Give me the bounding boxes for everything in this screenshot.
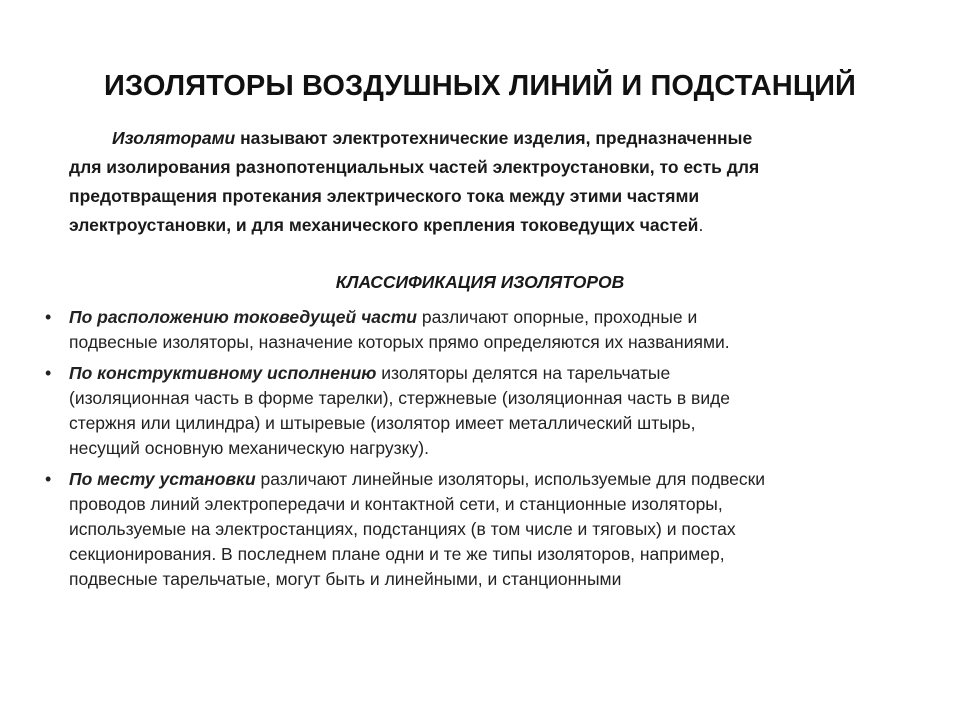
classification-heading: КЛАССИФИКАЦИЯ ИЗОЛЯТОРОВ [335, 272, 625, 292]
bullet-line-text: изоляторы делятся на тарельчатые [376, 363, 671, 383]
intro-line: для изолирования разнопотенциальных частей электроустановки, то есть для [69, 157, 760, 177]
bullet-line-text: различают линейные изоляторы, используемые для подвески [255, 469, 766, 489]
bullet-line [69, 305, 919, 330]
bullet-icon: • [45, 307, 52, 327]
intro-line-text: электроустановки, и для механического крепления токоведущих частей [69, 215, 699, 235]
bullet-line: используемые на электростанциях, подстанциях (в том числе и тяговых) и постах [69, 519, 736, 539]
bullet-line-text: различают опорные, проходные и [417, 307, 698, 327]
intro-line-text: называют электротехнические изделия, предназначенные [235, 128, 753, 148]
bullet-list [45, 305, 919, 598]
intro-line [69, 211, 909, 240]
bullet-line: секционирования. В последнем плане одни и те же типы изоляторов, например, [69, 544, 725, 564]
intro-end-mark: . [698, 215, 704, 235]
bullet-line [69, 467, 919, 492]
bullet-line: несущий основную механическую нагрузку). [69, 438, 429, 458]
bullet-line: подвесные тарельчатые, могут быть и линейными, и станционными [69, 569, 622, 589]
intro-paragraph [69, 124, 909, 240]
bullet-line: проводов линий электропередачи и контактной сети, и станционные изоляторы, [69, 494, 723, 514]
intro-line [69, 124, 909, 153]
bullet-item [45, 305, 919, 355]
bullet-line [69, 361, 919, 386]
bullet-icon: • [45, 469, 52, 489]
bullet-line: подвесные изоляторы, назначение которых прямо определяются их названиями. [69, 332, 730, 352]
bullet-item [45, 467, 919, 592]
bullet-icon: • [45, 363, 52, 383]
intro-term: Изоляторами [112, 128, 236, 148]
bullet-line: стержня или цилиндра) и штыревые (изолятор имеет металлический штырь, [69, 413, 696, 433]
bullet-lead: По месту установки [69, 469, 256, 489]
intro-line: предотвращения протекания электрического тока между этими частями [69, 186, 700, 206]
bullet-line: (изоляционная часть в форме тарелки), стержневые (изоляционная часть в виде [69, 388, 731, 408]
bullet-item [45, 361, 919, 461]
slide-title: ИЗОЛЯТОРЫ ВОЗДУШНЫХ ЛИНИЙ И ПОДСТАНЦИЙ [104, 70, 856, 102]
bullet-lead: По конструктивному исполнению [69, 363, 377, 383]
bullet-lead: По расположению токоведущей части [69, 307, 418, 327]
